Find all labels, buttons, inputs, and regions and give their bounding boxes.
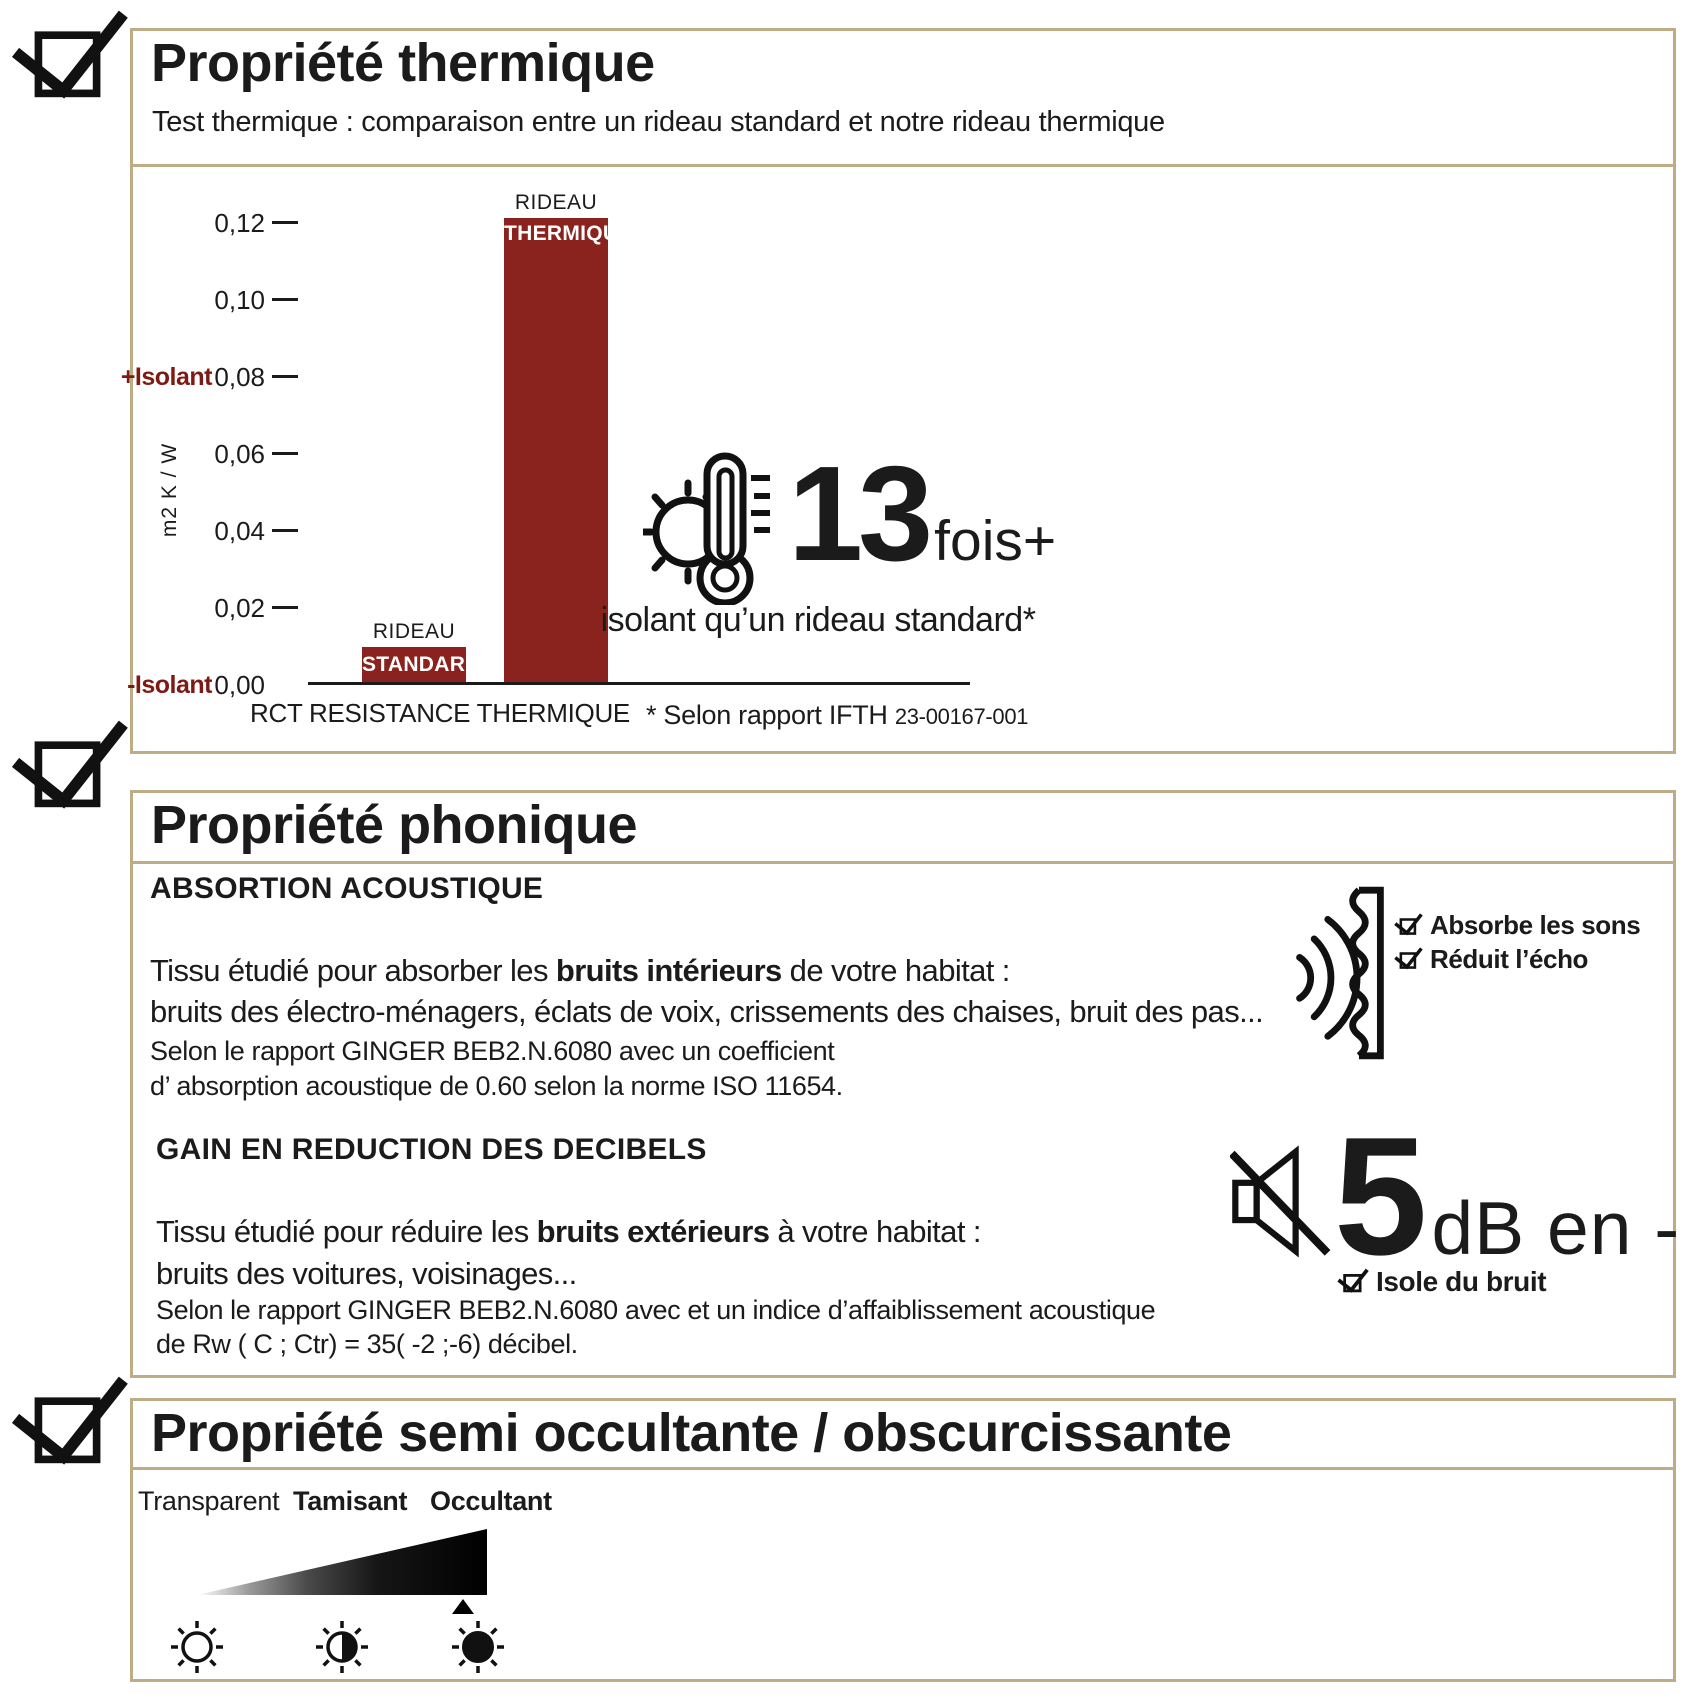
chart-x-axis-title: RCT RESISTANCE THERMIQUE [250,698,630,728]
acoustic-section-header [133,795,1673,864]
decibel-value: 5 [1334,1102,1428,1290]
opacity-scale-label-occultant: Occultant [430,1486,552,1516]
muted-speaker-icon [1230,1140,1332,1262]
report-footnote [646,700,1028,731]
bar-name-thermique: THERMIQUE [504,222,633,245]
reduction-paragraph-line2: bruits des voitures, voisinages... [156,1256,577,1291]
bar-standard-curtain [362,647,481,682]
decibel-gain-heading: GAIN EN REDUCTION DES DECIBELS [156,1133,707,1166]
callout-caption: isolant qu’un rideau standard* [600,601,1036,639]
axis-note-less-insulating: -Isolant [127,671,212,699]
bar-name-standard: STANDARD [362,653,481,676]
y-tick-label: 0,02 [214,593,265,623]
y-tick-label: 0,06 [214,439,265,469]
sun-filled-icon [449,1618,507,1676]
checked-checkbox-icon [6,1374,130,1478]
absorption-paragraph-line2: bruits des électro-ménagers, éclats de voix, crissements des chaises, bruit des pas... [150,994,1264,1029]
reduction-note-line2: de Rw ( C ; Ctr) = 35( -2 ;-6) décibel. [156,1329,578,1359]
check-label: Isole du bruit [1376,1266,1547,1297]
check-label: Absorbe les sons [1430,910,1641,940]
reduction-paragraph-line1: Tissu étudié pour réduire les bruits extérieurs à votre habitat : [156,1214,981,1249]
thermal-callout [788,438,1057,589]
y-tick-mark [272,606,298,609]
y-tick-mark [272,221,298,224]
reduces-echo-check [1393,944,1588,975]
sun-outline-icon [168,1618,226,1676]
checked-checkbox-icon [6,8,130,112]
bar-label-rideau-thermique: RIDEAU [514,191,598,214]
checked-checkbox-icon [1393,913,1423,938]
bar-label-rideau-standard: RIDEAU [372,620,456,643]
footnote-report-code: 23-00167-001 [894,704,1029,729]
isolates-noise-check [1336,1266,1546,1298]
y-tick-label: 0,04 [214,516,265,546]
footnote-text: * Selon rapport IFTH [646,700,895,730]
thermometer-sun-icon [643,450,778,605]
thermal-section-title: Propriété thermique [151,33,655,93]
y-tick-mark [272,452,298,455]
acoustic-section-title: Propriété phonique [151,795,638,855]
y-tick-mark [272,298,298,301]
axis-note-more-insulating: +Isolant [120,363,212,391]
y-tick-label: 0,10 [214,285,265,315]
absorbs-sound-check [1393,910,1640,941]
sun-half-filled-icon [313,1618,371,1676]
sound-absorption-icon [1283,878,1395,1068]
checked-checkbox-icon [6,718,130,822]
opacity-position-marker [452,1599,474,1614]
chart-x-axis-line [308,682,970,685]
opacity-section-title: Propriété semi occultante / obscurcissante [151,1403,1232,1463]
y-tick-mark [272,375,298,378]
y-tick-mark [272,529,298,532]
absorption-heading: ABSORTION ACOUSTIQUE [150,872,544,905]
reduction-note-line1: Selon le rapport GINGER BEB2.N.6080 avec et un indice d’affaiblissement acoustique [156,1295,1156,1325]
opacity-scale-label-transparent: Transparent [138,1486,280,1516]
y-tick-label: 0,12 [214,208,265,238]
y-axis-unit-label: m2 K / W [158,442,181,538]
y-tick-label: 0,08 [214,362,265,392]
opacity-scale-label-tamisant: Tamisant [293,1486,408,1516]
thermal-section-subtitle: Test thermique : comparaison entre un rideau standard et notre rideau thermique [152,106,1165,138]
absorption-note-line1: Selon le rapport GINGER BEB2.N.6080 avec un coefficient [150,1036,835,1066]
opacity-section-header [133,1403,1673,1470]
checked-checkbox-icon [1336,1268,1369,1296]
thermal-section-panel [130,28,1676,754]
absorption-paragraph-line1: Tissu étudié pour absorber les bruits intérieurs de votre habitat : [150,953,1010,988]
y-tick-label: 0,00 [214,670,265,700]
bold-bruits-interieurs: bruits intérieurs [555,953,782,988]
callout-suffix: fois+ [934,509,1057,573]
checked-checkbox-icon [1393,947,1423,972]
check-label: Réduit l’écho [1430,944,1589,974]
callout-number: 13 [788,438,929,589]
thermal-section-header [133,33,1673,167]
bold-bruits-exterieurs: bruits extérieurs [536,1214,770,1249]
decibel-unit: dB en - [1431,1186,1681,1270]
absorption-note-line2: d’ absorption acoustique de 0.60 selon la norme ISO 11654. [150,1071,843,1101]
